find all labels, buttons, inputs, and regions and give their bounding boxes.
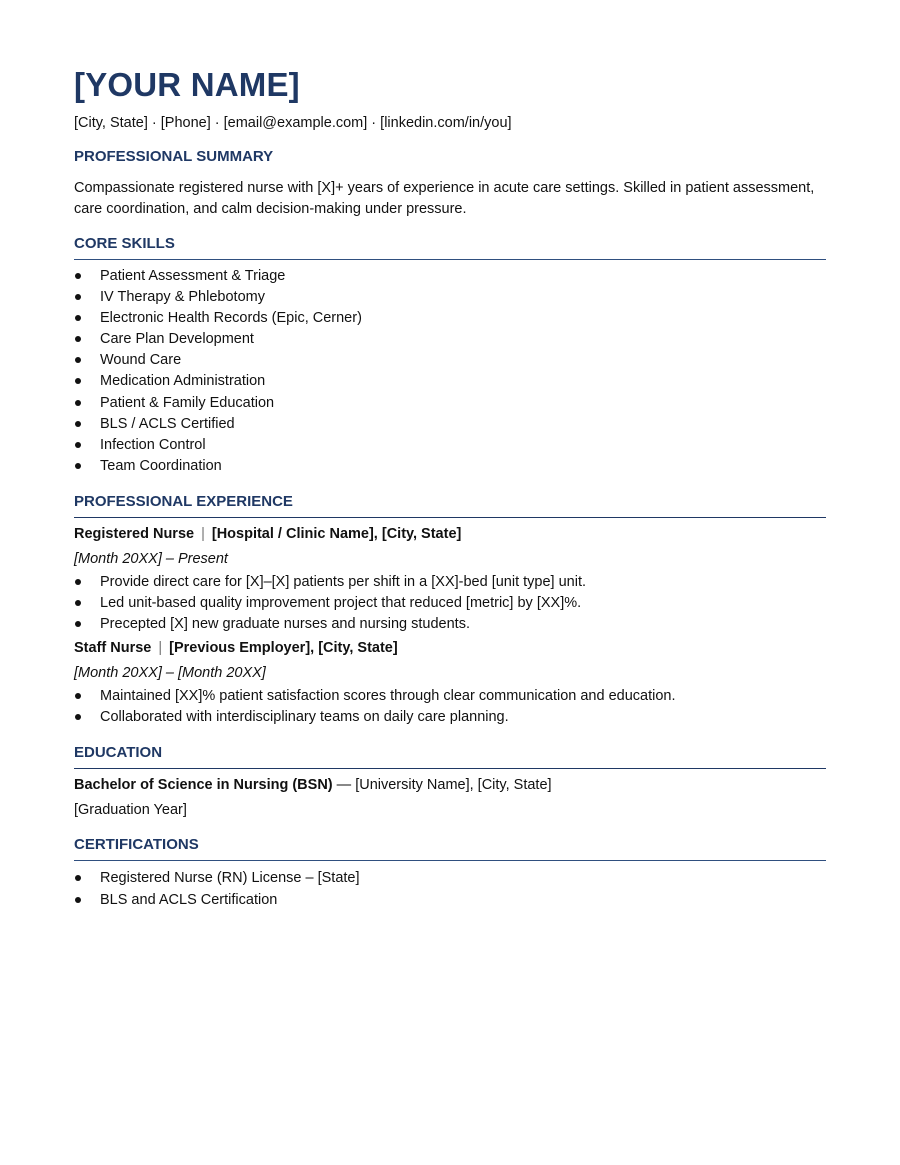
bullet-icon [75, 400, 81, 406]
skill-item [74, 329, 826, 350]
skill-item [74, 266, 826, 287]
contact-line: [City, State] · [Phone] · [email@example.com] · [linkedin.com/in/you] [74, 115, 512, 131]
skill-text: Infection Control [100, 436, 206, 453]
bullet-icon [75, 294, 81, 300]
bullet-icon [75, 579, 81, 585]
job-employer: [Hospital / Clinic Name], [City, State] [211, 525, 462, 542]
experience-section [74, 492, 826, 728]
job-bullets [74, 572, 826, 635]
skill-item [74, 350, 826, 371]
bullet-icon [75, 357, 81, 363]
job-dates: [Month 20XX] – [Month 20XX] [74, 665, 266, 682]
certification-text: BLS and ACLS Certification [100, 891, 278, 908]
bullet-icon [75, 621, 81, 627]
skill-text: BLS / ACLS Certified [100, 415, 235, 432]
skill-text: Medication Administration [100, 373, 266, 390]
job-bullets [74, 686, 826, 728]
bullet-icon [75, 600, 81, 606]
summary-heading: PROFESSIONAL SUMMARY [74, 148, 274, 165]
job-bullet [74, 614, 826, 635]
job-bullet [74, 707, 826, 728]
degree-line [74, 775, 826, 795]
job-dates: [Month 20XX] – Present [74, 550, 228, 567]
skill-item [74, 287, 826, 308]
job-bullet [74, 593, 826, 614]
job-title-line [74, 638, 826, 658]
skill-text: Electronic Health Records (Epic, Cerner) [100, 310, 362, 327]
certifications-heading: CERTIFICATIONS [74, 835, 826, 861]
skill-text: IV Therapy & Phlebotomy [100, 289, 265, 306]
graduation-year: [Graduation Year] [74, 802, 187, 819]
job-title-line [74, 524, 826, 544]
skill-text: Patient & Family Education [100, 394, 275, 411]
skill-text: Patient Assessment & Triage [100, 268, 286, 284]
certifications-list [74, 868, 826, 910]
bullet-icon [75, 336, 81, 342]
bullet-icon [75, 273, 81, 279]
skill-item [74, 371, 826, 392]
job-bullet-text: Precepted [X] new graduate nurses and nursing students. [100, 616, 470, 633]
job-separator: | [201, 525, 205, 542]
job-bullet-text: Provide direct care for [X]–[X] patients per shift in a [XX]-bed [unit type] unit. [100, 573, 586, 590]
skill-text: Wound Care [100, 352, 182, 369]
bullet-icon [75, 378, 81, 384]
education-heading: EDUCATION [74, 743, 826, 769]
skill-item [74, 308, 826, 329]
bullet-icon [75, 463, 81, 469]
bullet-icon [75, 875, 81, 881]
job-entry [74, 524, 826, 635]
job-employer: [Previous Employer], [City, State] [169, 640, 398, 657]
experience-heading: PROFESSIONAL EXPERIENCE [74, 492, 826, 518]
candidate-name: [YOUR NAME] [74, 66, 300, 103]
certifications-section [74, 835, 826, 910]
skill-item [74, 456, 826, 477]
certification-item [74, 868, 826, 889]
education-section [74, 743, 826, 820]
job-separator: | [158, 640, 163, 657]
job-entry [74, 638, 826, 728]
job-bullet-text: Led unit-based quality improvement project that reduced [metric] by [XX]%. [100, 595, 582, 612]
job-title: Staff Nurse [74, 640, 152, 657]
job-bullet-text: Collaborated with interdisciplinary teams on daily care planning. [100, 709, 509, 726]
skill-item [74, 414, 826, 435]
skill-text: Care Plan Development [100, 331, 254, 348]
institution: — [University Name], [City, State] [332, 777, 552, 794]
bullet-icon [75, 714, 81, 720]
skill-item [74, 435, 826, 456]
skills-list [74, 266, 826, 477]
summary-section [74, 147, 826, 220]
skill-text: Team Coordination [100, 457, 222, 474]
job-bullet [74, 686, 826, 707]
job-bullet-text: Maintained [XX]% patient satisfaction scores through clear communication and education. [100, 688, 676, 705]
job-bullet [74, 572, 826, 593]
bullet-icon [75, 897, 81, 903]
bullet-icon [75, 421, 81, 427]
certification-item [74, 890, 826, 911]
job-title: Registered Nurse [74, 525, 195, 542]
skills-heading: CORE SKILLS [74, 234, 826, 260]
skills-section [74, 234, 826, 477]
bullet-icon [75, 693, 81, 699]
certification-text: Registered Nurse (RN) License – [State] [100, 870, 360, 887]
skill-item [74, 393, 826, 414]
bullet-icon [75, 442, 81, 448]
resume-header [74, 63, 826, 133]
summary-text: Compassionate registered nurse with [X]+ years of experience in acute care settings. Skilled in patient assessment, care coordination, and calm decision-making under pressure. [74, 180, 815, 217]
degree-name: Bachelor of Science in Nursing (BSN) [74, 777, 333, 794]
bullet-icon [75, 315, 81, 321]
